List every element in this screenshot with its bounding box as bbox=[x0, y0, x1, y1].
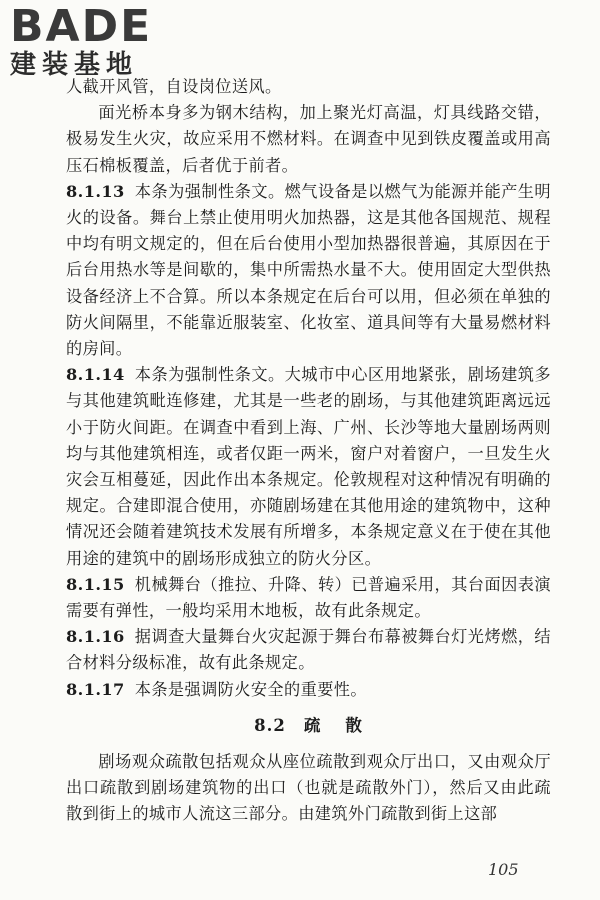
watermark-brand: BADE bbox=[10, 1, 153, 52]
watermark-subtitle: 建装基地 bbox=[10, 50, 139, 80]
clause-number: 8.1.15 bbox=[66, 574, 125, 594]
clause-8-1-17 bbox=[66, 677, 551, 703]
clause-8-1-15 bbox=[66, 572, 551, 624]
clause-number: 8.1.17 bbox=[66, 679, 125, 699]
watermark-logo bbox=[10, 1, 153, 80]
clause-8-1-13 bbox=[66, 179, 551, 362]
clause-8-1-14 bbox=[66, 362, 551, 572]
section-title-part-2: 散 bbox=[345, 715, 363, 735]
paragraph-evacuation: 剧场观众疏散包括观众从座位疏散到观众厅出口，又由观众厅出口疏散到剧场建筑物的出口（也就是疏散外门），然后又由此疏散到街上的城市人流这三部分。由建筑外门疏散到街上这部 bbox=[66, 751, 551, 824]
section-number: 8.2 bbox=[254, 715, 286, 735]
clause-number: 8.1.14 bbox=[66, 365, 125, 385]
clause-number: 8.1.13 bbox=[66, 181, 125, 201]
paragraph-face-light-bridge: 面光桥本身多为钢木结构，加上聚光灯高温，灯具线路交错，极易发生火灾，故应采用不燃材料。在调查中见到铁皮覆盖或用高压石棉板覆盖，后者优于前者。 bbox=[66, 103, 551, 175]
clause-text: 本条为强制性条文。大城市中心区用地紧张，剧场建筑多与其他建筑毗连修建，尤其是一些老的剧场，与其他建筑距离远远小于防火间距。在调查中看到上海、广州、长沙等地大量剧场两则均与其他建筑相连，或者仅距一两米，窗户对着窗户，一旦发生火灾会互相蔓延，因此作出本条规定。伦敦规程对这种情况有明确的规定。合建即混合使用，亦随剧场建在其他用途的建筑物中，这种情况还会随着建筑技术发展有所增多，本条规定意义在于使在其他用途的建筑中的剧场形成独立的防火分区。 bbox=[66, 365, 551, 568]
page-number: 105 bbox=[488, 860, 519, 879]
clause-text: 机械舞台（推拉、升降、转）已普遍采用，其台面因表演需要有弹性，一般均采用木地板，故有此条规定。 bbox=[66, 574, 551, 621]
document-page bbox=[66, 74, 551, 827]
clause-8-1-16 bbox=[66, 624, 551, 676]
paragraph-continued: 人截开风管，自设岗位送风。 bbox=[66, 77, 282, 96]
clause-text: 本条是强调防火安全的重要性。 bbox=[134, 679, 367, 699]
clause-text: 本条为强制性条文。燃气设备是以燃气为能源并能产生明火的设备。舞台上禁止使用明火加热器，这是其他各国规范、规程中均有明文规定的，但在后台使用小型加热器很普遍，其原因在于后台用热水等是间歇的，集中所需热水量不大。使用固定大型供热设备经济上不合算。所以本条规定在后台可以用，但必须在单独的防火间隔里，不能靠近服装室、化妆室、道具间等有大量易燃材料的房间。 bbox=[66, 181, 551, 359]
clause-number: 8.1.16 bbox=[66, 627, 125, 647]
clause-text: 据调查大量舞台火灾起源于舞台布幕被舞台灯光烤燃，结合材料分级标准，故有此条规定。 bbox=[66, 627, 551, 673]
section-heading bbox=[66, 715, 551, 737]
section-title-part-1: 疏 bbox=[303, 715, 322, 735]
